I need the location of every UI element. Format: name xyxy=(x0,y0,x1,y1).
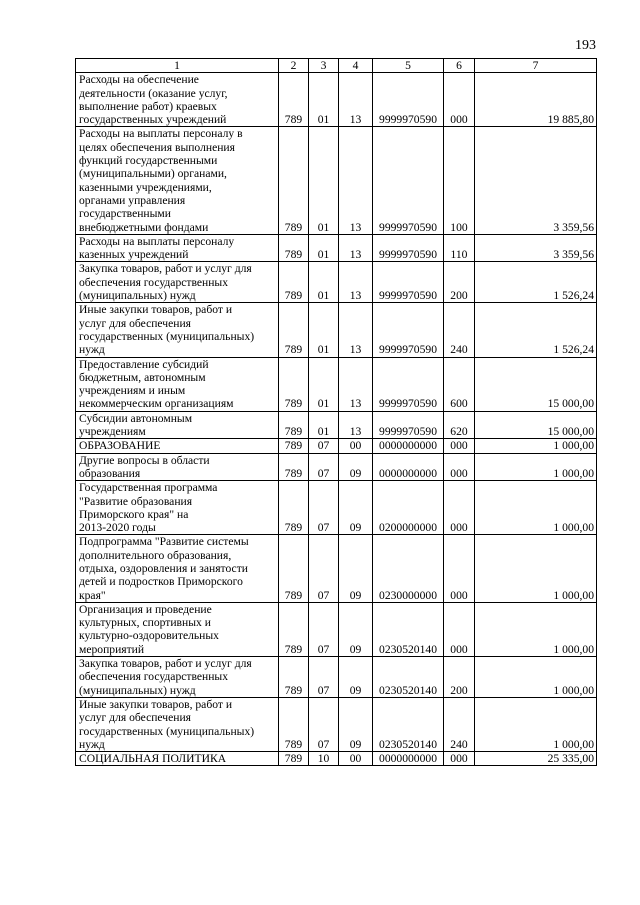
amount-cell: 1 526,24 xyxy=(475,262,597,303)
table-row xyxy=(76,73,597,127)
expense-type-cell: 000 xyxy=(444,439,475,453)
section-code-cell: 01 xyxy=(309,262,339,303)
target-article-cell: 0230520140 xyxy=(373,657,444,698)
column-number: 7 xyxy=(475,59,597,73)
amount-cell: 1 000,00 xyxy=(475,602,597,656)
expense-type-cell: 110 xyxy=(444,234,475,262)
expense-type-cell: 200 xyxy=(444,262,475,303)
ministry-code-cell: 789 xyxy=(279,73,309,127)
table-row xyxy=(76,127,597,234)
subsection-code-cell: 13 xyxy=(339,411,373,439)
expense-type-cell: 240 xyxy=(444,303,475,357)
section-code-cell: 01 xyxy=(309,357,339,411)
column-number-row xyxy=(76,59,597,73)
row-name-cell: СОЦИАЛЬНАЯ ПОЛИТИКА xyxy=(76,752,279,766)
table-row xyxy=(76,453,597,481)
amount-cell: 15 000,00 xyxy=(475,357,597,411)
section-code-cell: 10 xyxy=(309,752,339,766)
amount-cell: 25 335,00 xyxy=(475,752,597,766)
ministry-code-cell: 789 xyxy=(279,602,309,656)
ministry-code-cell: 789 xyxy=(279,127,309,234)
section-code-cell: 01 xyxy=(309,127,339,234)
subsection-code-cell: 09 xyxy=(339,602,373,656)
column-number: 1 xyxy=(76,59,279,73)
table-row xyxy=(76,357,597,411)
amount-cell: 1 000,00 xyxy=(475,535,597,602)
table-row xyxy=(76,262,597,303)
row-name-cell: Иные закупки товаров, работ и услуг для обеспечения государственных (муниципальных) нужд xyxy=(76,303,279,357)
ministry-code-cell: 789 xyxy=(279,411,309,439)
subsection-code-cell: 13 xyxy=(339,127,373,234)
subsection-code-cell: 00 xyxy=(339,439,373,453)
table-row xyxy=(76,234,597,262)
row-name-cell: Закупка товаров, работ и услуг для обеспечения государственных (муниципальных) нужд xyxy=(76,657,279,698)
expense-type-cell: 000 xyxy=(444,602,475,656)
amount-cell: 19 885,80 xyxy=(475,73,597,127)
subsection-code-cell: 13 xyxy=(339,73,373,127)
section-code-cell: 07 xyxy=(309,657,339,698)
row-name-cell: Другие вопросы в области образования xyxy=(76,453,279,481)
amount-cell: 3 359,56 xyxy=(475,127,597,234)
expense-type-cell: 620 xyxy=(444,411,475,439)
expense-type-cell: 200 xyxy=(444,657,475,698)
ministry-code-cell: 789 xyxy=(279,357,309,411)
amount-cell: 1 000,00 xyxy=(475,697,597,751)
column-number: 2 xyxy=(279,59,309,73)
subsection-code-cell: 09 xyxy=(339,453,373,481)
row-name-cell: Субсидии автономным учреждениям xyxy=(76,411,279,439)
row-name-cell: Расходы на выплаты персоналу в целях обеспечения выполнения функций государственными (муниципальными) органами, казенными учреждениями, органами управления государственными внебюджетными фондами xyxy=(76,127,279,234)
table-row xyxy=(76,697,597,751)
target-article-cell: 9999970590 xyxy=(373,303,444,357)
ministry-code-cell: 789 xyxy=(279,453,309,481)
expense-type-cell: 000 xyxy=(444,73,475,127)
target-article-cell: 0230520140 xyxy=(373,602,444,656)
expense-type-cell: 000 xyxy=(444,535,475,602)
ministry-code-cell: 789 xyxy=(279,752,309,766)
table-row xyxy=(76,657,597,698)
subsection-code-cell: 13 xyxy=(339,303,373,357)
section-code-cell: 01 xyxy=(309,73,339,127)
budget-table xyxy=(75,58,597,766)
target-article-cell: 0000000000 xyxy=(373,453,444,481)
row-name-cell: Предоставление субсидий бюджетным, автономным учреждениям и иным некоммерческим организациям xyxy=(76,357,279,411)
expense-type-cell: 000 xyxy=(444,752,475,766)
amount-cell: 1 000,00 xyxy=(475,657,597,698)
table-row xyxy=(76,411,597,439)
amount-cell: 3 359,56 xyxy=(475,234,597,262)
amount-cell: 15 000,00 xyxy=(475,411,597,439)
section-code-cell: 07 xyxy=(309,602,339,656)
ministry-code-cell: 789 xyxy=(279,234,309,262)
row-name-cell: Расходы на выплаты персоналу казенных учреждений xyxy=(76,234,279,262)
expense-type-cell: 240 xyxy=(444,697,475,751)
target-article-cell: 0200000000 xyxy=(373,481,444,535)
subsection-code-cell: 00 xyxy=(339,752,373,766)
column-number: 5 xyxy=(373,59,444,73)
target-article-cell: 0230000000 xyxy=(373,535,444,602)
ministry-code-cell: 789 xyxy=(279,439,309,453)
row-name-cell: Организация и проведение культурных, спортивных и культурно-оздоровительных мероприятий xyxy=(76,602,279,656)
table-row xyxy=(76,303,597,357)
column-number: 6 xyxy=(444,59,475,73)
column-number: 4 xyxy=(339,59,373,73)
row-name-cell: Закупка товаров, работ и услуг для обеспечения государственных (муниципальных) нужд xyxy=(76,262,279,303)
page-number: 193 xyxy=(575,38,596,53)
ministry-code-cell: 789 xyxy=(279,303,309,357)
subsection-code-cell: 09 xyxy=(339,697,373,751)
table-row xyxy=(76,602,597,656)
ministry-code-cell: 789 xyxy=(279,697,309,751)
amount-cell: 1 526,24 xyxy=(475,303,597,357)
amount-cell: 1 000,00 xyxy=(475,439,597,453)
expense-type-cell: 100 xyxy=(444,127,475,234)
subsection-code-cell: 13 xyxy=(339,357,373,411)
subsection-code-cell: 13 xyxy=(339,262,373,303)
expense-type-cell: 000 xyxy=(444,481,475,535)
table-row xyxy=(76,535,597,602)
target-article-cell: 0000000000 xyxy=(373,752,444,766)
subsection-code-cell: 13 xyxy=(339,234,373,262)
expense-type-cell: 000 xyxy=(444,453,475,481)
row-name-cell: Государственная программа "Развитие образования Приморского края" на 2013-2020 годы xyxy=(76,481,279,535)
section-code-cell: 07 xyxy=(309,453,339,481)
target-article-cell: 9999970590 xyxy=(373,73,444,127)
table-row xyxy=(76,481,597,535)
row-name-cell: Подпрограмма "Развитие системы дополнительного образования, отдыха, оздоровления и занятости детей и подростков Приморского края" xyxy=(76,535,279,602)
target-article-cell: 9999970590 xyxy=(373,262,444,303)
section-code-cell: 07 xyxy=(309,535,339,602)
target-article-cell: 0230520140 xyxy=(373,697,444,751)
amount-cell: 1 000,00 xyxy=(475,453,597,481)
expense-type-cell: 600 xyxy=(444,357,475,411)
ministry-code-cell: 789 xyxy=(279,657,309,698)
row-name-cell: Расходы на обеспечение деятельности (оказание услуг, выполнение работ) краевых государственных учреждений xyxy=(76,73,279,127)
row-name-cell: ОБРАЗОВАНИЕ xyxy=(76,439,279,453)
target-article-cell: 0000000000 xyxy=(373,439,444,453)
table-row xyxy=(76,752,597,766)
target-article-cell: 9999970590 xyxy=(373,234,444,262)
target-article-cell: 9999970590 xyxy=(373,127,444,234)
ministry-code-cell: 789 xyxy=(279,262,309,303)
section-code-cell: 07 xyxy=(309,481,339,535)
section-code-cell: 01 xyxy=(309,303,339,357)
row-name-cell: Иные закупки товаров, работ и услуг для обеспечения государственных (муниципальных) нужд xyxy=(76,697,279,751)
target-article-cell: 9999970590 xyxy=(373,357,444,411)
section-code-cell: 01 xyxy=(309,234,339,262)
subsection-code-cell: 09 xyxy=(339,481,373,535)
subsection-code-cell: 09 xyxy=(339,657,373,698)
table-row xyxy=(76,439,597,453)
amount-cell: 1 000,00 xyxy=(475,481,597,535)
section-code-cell: 07 xyxy=(309,697,339,751)
target-article-cell: 9999970590 xyxy=(373,411,444,439)
section-code-cell: 01 xyxy=(309,411,339,439)
column-number: 3 xyxy=(309,59,339,73)
ministry-code-cell: 789 xyxy=(279,481,309,535)
section-code-cell: 07 xyxy=(309,439,339,453)
ministry-code-cell: 789 xyxy=(279,535,309,602)
subsection-code-cell: 09 xyxy=(339,535,373,602)
